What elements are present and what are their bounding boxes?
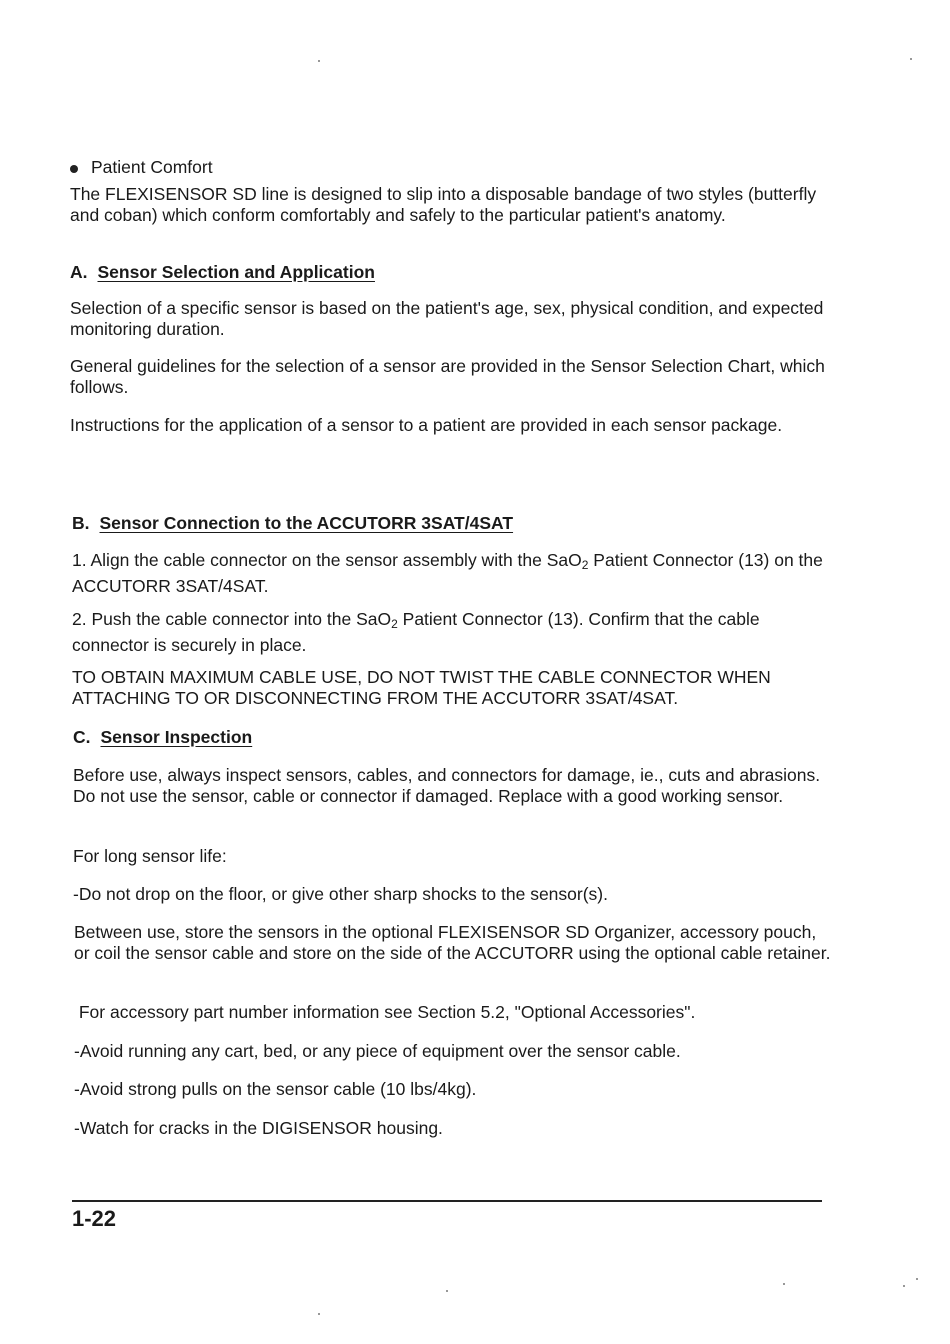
section-a-paragraph: Instructions for the application of a sensor to a patient are provided in each sensor package. xyxy=(70,415,783,435)
section-b-heading xyxy=(72,513,513,534)
section-c-paragraph: -Do not drop on the floor, or give other sharp shocks to the sensor(s). xyxy=(73,884,608,904)
section-a-heading xyxy=(70,262,375,283)
scan-speck xyxy=(916,1278,918,1280)
section-b-step-2: 2. Push the cable connector into the SaO2 Patient Connector (13). Confirm that the cable connector is securely in place. xyxy=(72,609,760,655)
section-b-step-1: 1. Align the cable connector on the sensor assembly with the SaO2 Patient Connector (13) on the ACCUTORR 3SAT/4SAT. xyxy=(72,550,823,596)
scan-speck xyxy=(910,58,912,60)
scan-speck xyxy=(783,1283,785,1285)
section-c-letter: C. xyxy=(73,727,91,747)
scan-speck xyxy=(318,60,320,62)
scan-speck xyxy=(446,1290,448,1292)
bullet-label: Patient Comfort xyxy=(91,157,213,177)
section-c-paragraph: -Watch for cracks in the DIGISENSOR housing. xyxy=(74,1118,443,1138)
section-c-paragraph: Before use, always inspect sensors, cables, and connectors for damage, ie., cuts and abrasions. Do not use the sensor, cable or connector if damaged. Replace with a good working sensor. xyxy=(73,765,821,806)
section-c-paragraph: -Avoid running any cart, bed, or any piece of equipment over the sensor cable. xyxy=(74,1041,681,1061)
section-c-heading xyxy=(73,727,252,748)
section-b-letter: B. xyxy=(72,513,90,533)
section-c-paragraph: Between use, store the sensors in the optional FLEXISENSOR SD Organizer, accessory pouch, or coil the sensor cable and store on the side of the ACCUTORR using the optional cable retainer. xyxy=(74,922,831,963)
section-b-title: Sensor Connection to the ACCUTORR 3SAT/4SAT xyxy=(99,513,514,533)
section-a-paragraph: General guidelines for the selection of a sensor are provided in the Sensor Selection Chart, which follows. xyxy=(70,356,825,397)
section-b-caution: TO OBTAIN MAXIMUM CABLE USE, DO NOT TWIST THE CABLE CONNECTOR WHEN ATTACHING TO OR DISCONNECTING FROM THE ACCUTORR 3SAT/4SAT. xyxy=(72,667,771,708)
scan-speck xyxy=(903,1285,905,1287)
section-a-title: Sensor Selection and Application xyxy=(97,262,375,282)
section-c-title: Sensor Inspection xyxy=(100,727,253,747)
bullet-item-patient-comfort xyxy=(70,157,213,178)
section-c-paragraph: -Avoid strong pulls on the sensor cable (10 lbs/4kg). xyxy=(74,1079,477,1099)
scan-speck xyxy=(318,1313,320,1315)
section-c-paragraph: For long sensor life: xyxy=(73,846,227,866)
footer-rule xyxy=(72,1200,822,1202)
bullet-icon xyxy=(70,165,78,173)
intro-paragraph: The FLEXISENSOR SD line is designed to slip into a disposable bandage of two styles (butterfly and coban) which conform comfortably and safely to the particular patient's anatomy. xyxy=(70,184,817,225)
page-number: 1-22 xyxy=(72,1206,117,1231)
section-a-letter: A. xyxy=(70,262,88,282)
section-a-paragraph: Selection of a specific sensor is based on the patient's age, sex, physical condition, and expected monitoring duration. xyxy=(70,298,824,339)
section-c-paragraph: For accessory part number information see Section 5.2, "Optional Accessories". xyxy=(74,1002,696,1022)
